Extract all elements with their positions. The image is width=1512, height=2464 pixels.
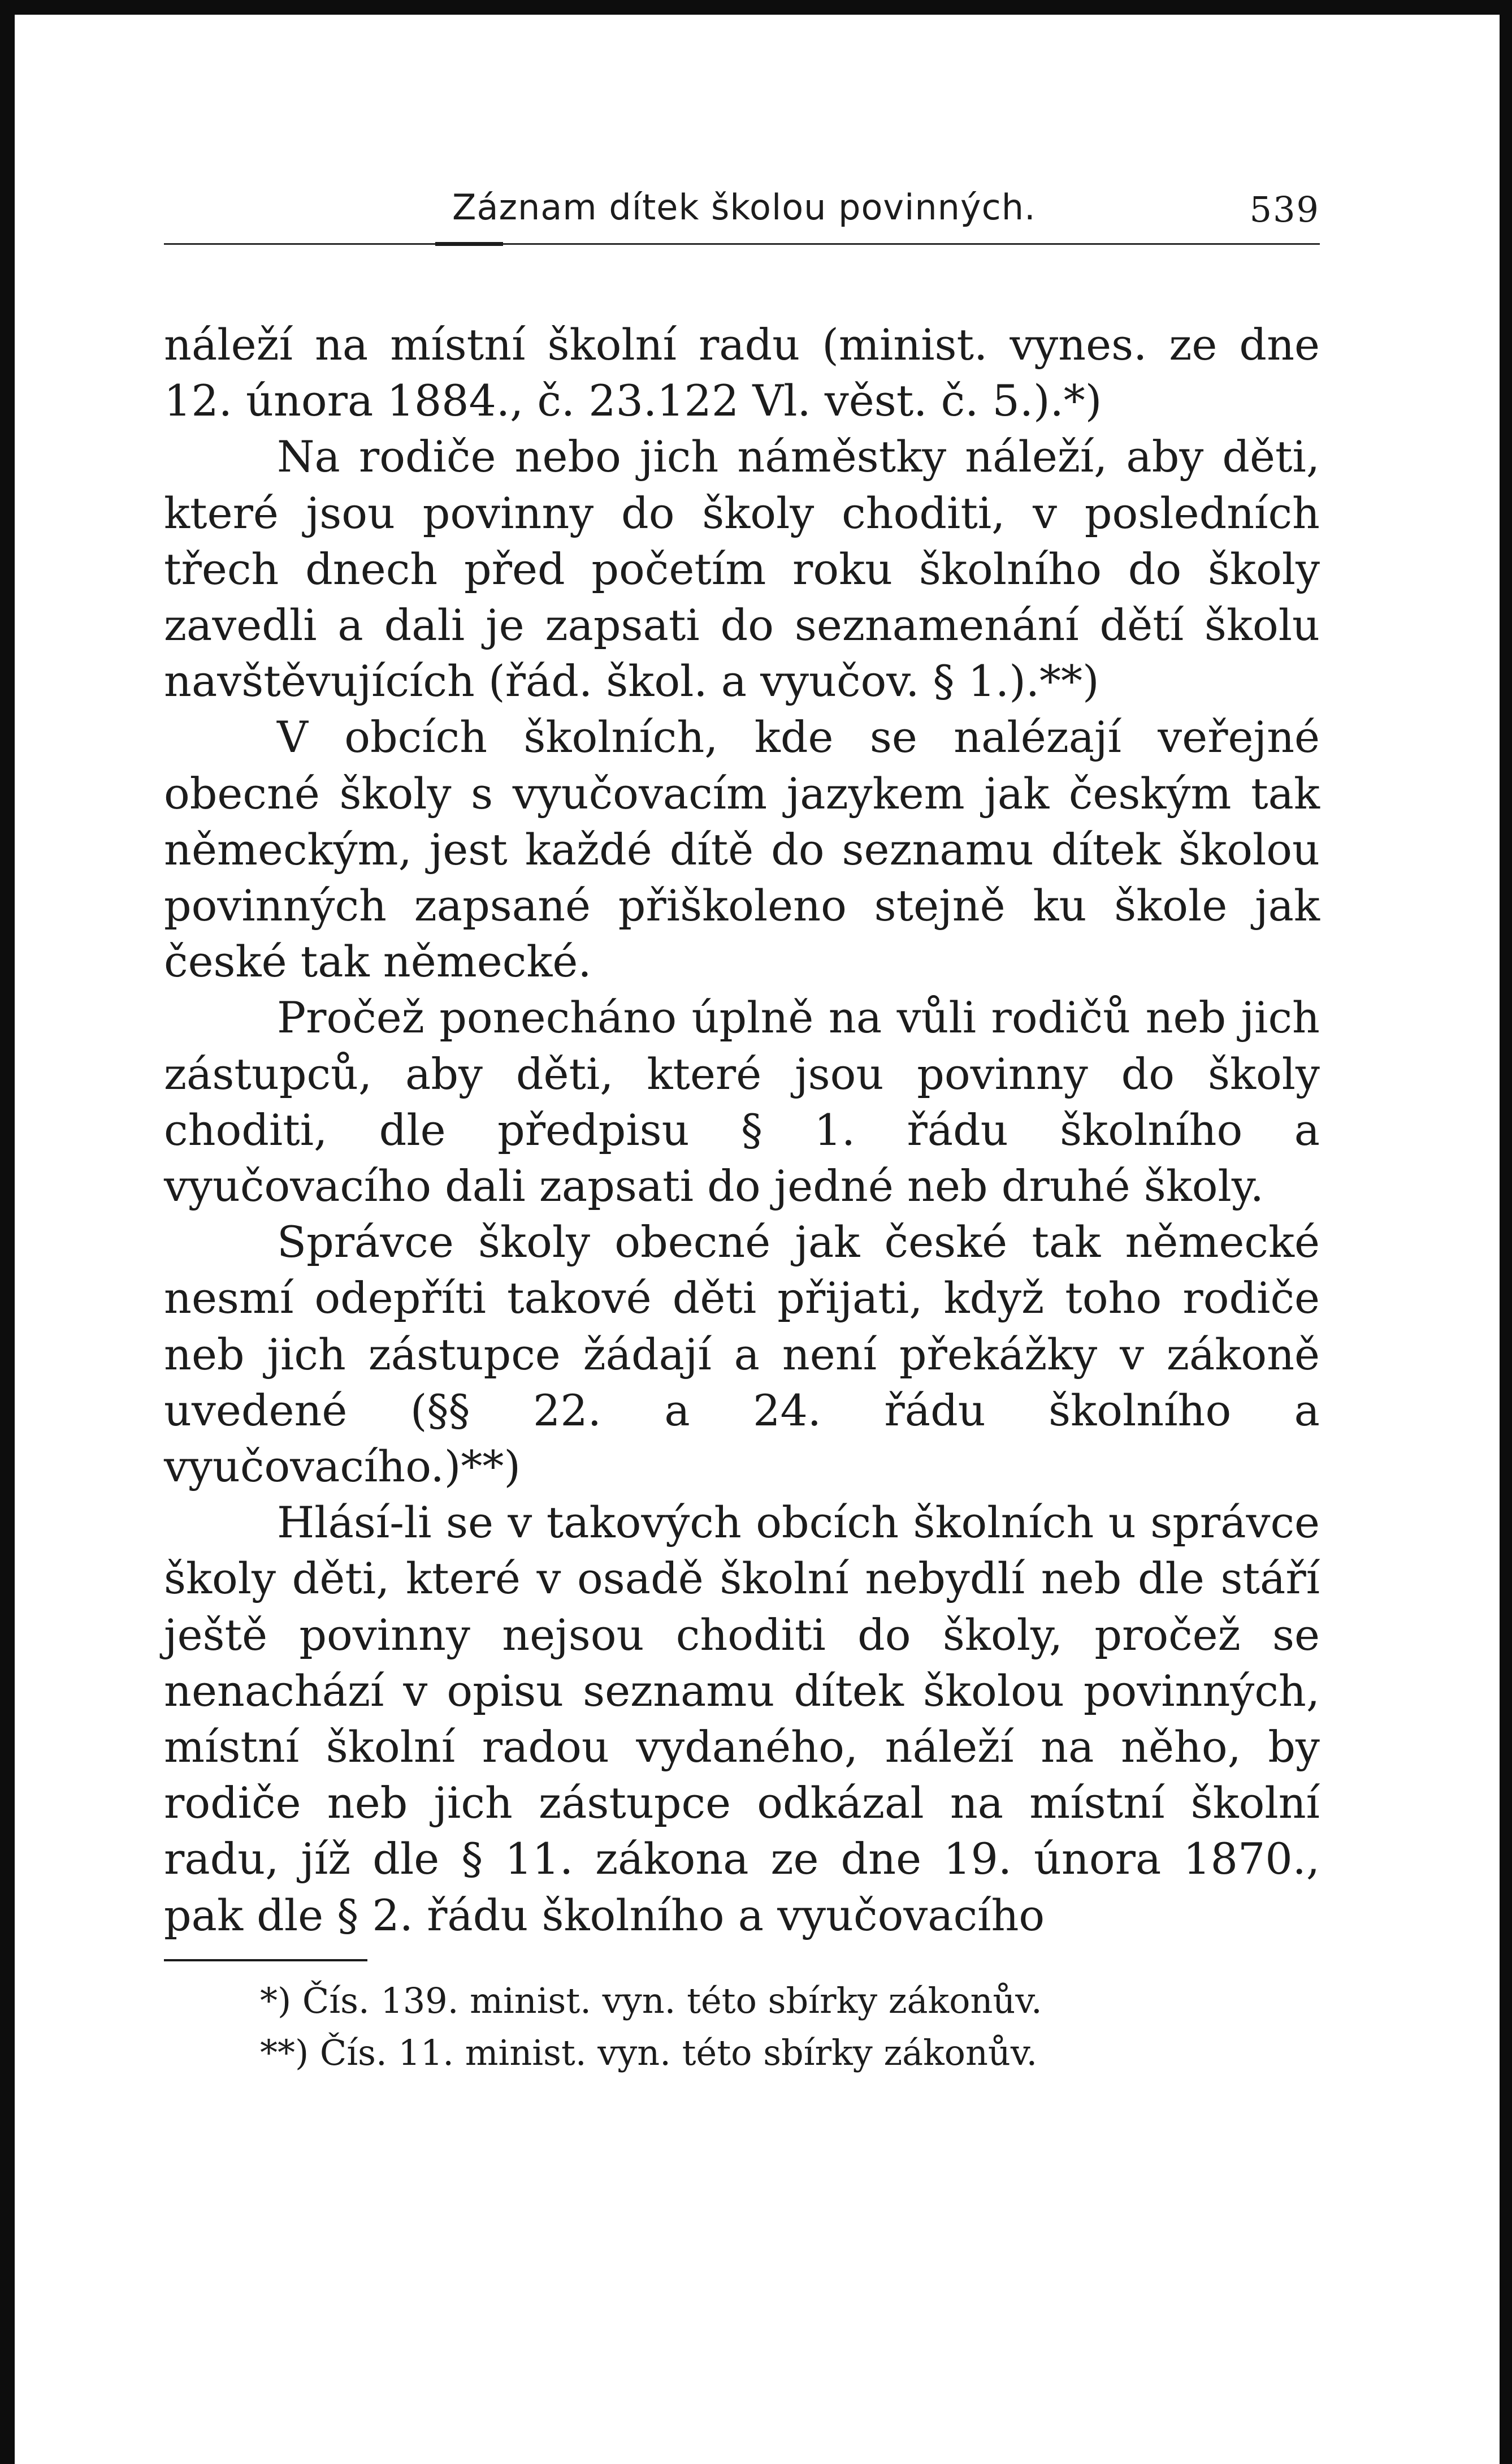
header-rule bbox=[164, 243, 1320, 245]
footnote-rule bbox=[164, 1959, 367, 1961]
paragraph: Hlásí-li se v takových obcích školních u správce školy děti, které v osadě školní nebydlí neb dle stáří ještě povinny nejsou choditi do školy, pročež se nenachází v opisu seznamu dítek školou povinných, místní školní radou vydaného, náleží na něho, by rodiče neb jich zástupce odkázal na místní školní radu, jíž dle § 11. zákona ze dne 19. února 1870., pak dle § 2. řádu školního a vyučovacího bbox=[164, 1497, 1320, 1940]
footnotes bbox=[164, 1975, 1320, 2079]
page-number: 539 bbox=[1249, 189, 1320, 230]
scan-border-left bbox=[0, 0, 15, 2464]
book-page bbox=[164, 170, 1320, 2079]
footnote: **) Čís. 11. minist. vyn. této sbírky zákonův. bbox=[260, 2031, 1038, 2073]
paragraph: Na rodiče nebo jich náměstky náleží, aby děti, které jsou povinny do školy choditi, v posledních třech dnech před početím roku školního do školy zavedli a dali je zapsati do seznamenání dětí školu navštěvujících (řád. škol. a vyučov. § 1.).**) bbox=[164, 431, 1320, 707]
running-head bbox=[164, 170, 1320, 237]
paragraph: Správce školy obecné jak české tak německé nesmí odepříti takové děti přijati, když toho rodiče neb jich zástupce žádají a není překážky v zákoně uvedené (§§ 22. a 24. řádu školního a vyučovacího.)**) bbox=[164, 1217, 1320, 1492]
scan-border-right bbox=[1500, 0, 1512, 2464]
running-title: Záznam dítek školou povinných. bbox=[452, 187, 1036, 228]
paragraph: V obcích školních, kde se nalézají veřejné obecné školy s vyučovacím jazykem jak českým tak německým, jest každé dítě do seznamu dítek školou povinných zapsané přiškoleno stejně ku škole jak české tak německé. bbox=[164, 712, 1320, 987]
paragraph: Pročež ponecháno úplně na vůli rodičů neb jich zástupců, aby děti, které jsou povinny do školy choditi, dle předpisu § 1. řádu školního a vyučovacího dali zapsati do jedné neb druhé školy. bbox=[164, 992, 1320, 1212]
header-rule-accent bbox=[435, 242, 503, 246]
paragraph-continued: náleží na místní školní radu (minist. vynes. ze dne 12. února 1884., č. 23.122 Vl. věst. č. 5.).*) bbox=[164, 319, 1320, 426]
footnote: *) Čís. 139. minist. vyn. této sbírky zákonův. bbox=[260, 1979, 1042, 2021]
scan-border-top bbox=[0, 0, 1512, 15]
body-text bbox=[164, 317, 1320, 1943]
